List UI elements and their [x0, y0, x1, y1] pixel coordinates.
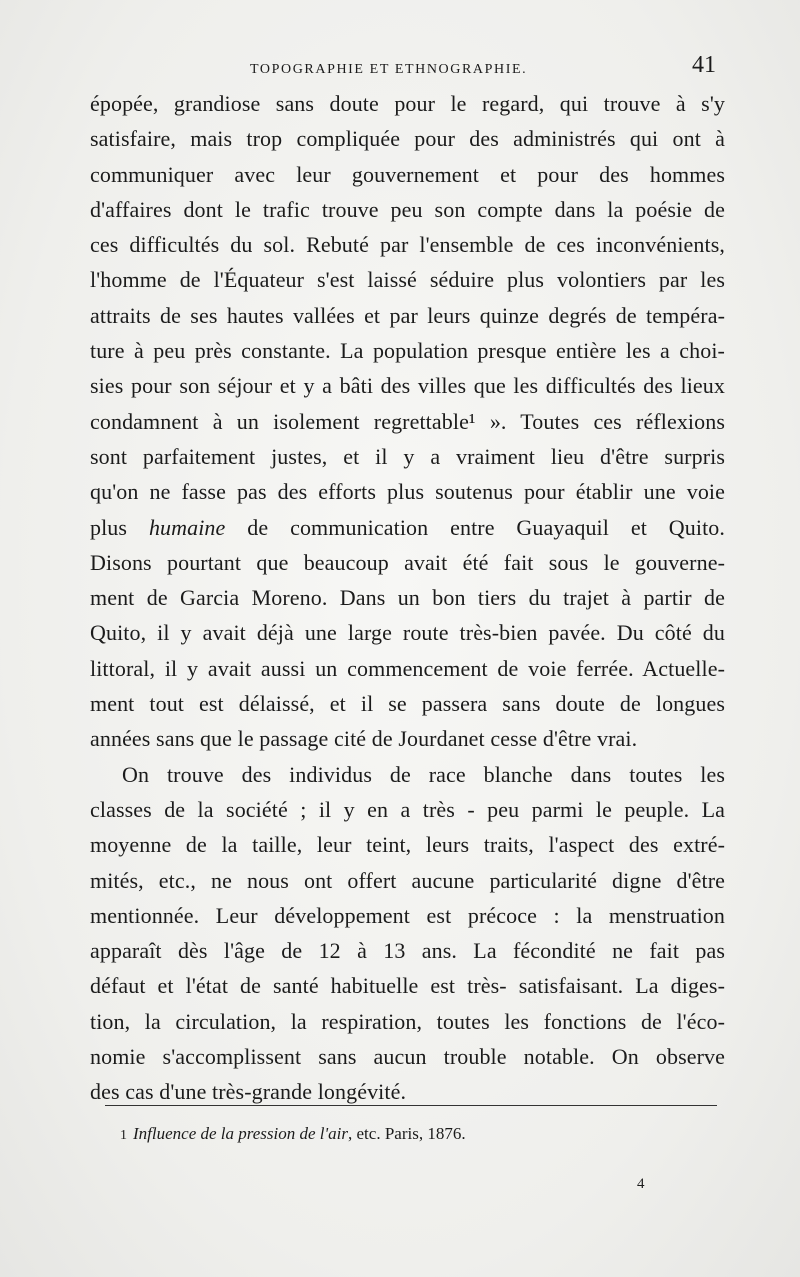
text-line: satisfaire, mais trop compliquée pour des administrés qui ont à	[90, 126, 725, 152]
page-number: 41	[692, 52, 716, 78]
text-line: qu'on ne fasse pas des efforts plus soutenus pour établir une voie	[90, 479, 725, 505]
signature-mark: 4	[637, 1176, 645, 1192]
text-line: condamnent à un isolement regrettable¹ ». Toutes ces réflexions	[90, 408, 725, 434]
text-line: tion, la circulation, la respiration, toutes les fonctions de l'éco-	[90, 1008, 725, 1034]
footnote	[120, 1124, 466, 1144]
text-line: ment tout est délaissé, et il se passera sans doute de longues	[90, 691, 725, 717]
text-line: mités, etc., ne nous ont offert aucune particularité digne d'être	[90, 867, 725, 893]
text-line: des cas d'une très-grande longévité.	[90, 1079, 407, 1105]
text-line: ment de Garcia Moreno. Dans un bon tiers du trajet à partir de	[90, 585, 725, 611]
footnote-rest: , etc. Paris, 1876.	[348, 1124, 466, 1143]
text-line: nomie s'accomplissent sans aucun trouble notable. On observe	[90, 1044, 725, 1070]
text-line: Quito, il y avait déjà une large route très-bien pavée. Du côté du	[90, 620, 725, 646]
text-line: ces difficultés du sol. Rebuté par l'ensemble de ces inconvénients,	[90, 232, 725, 258]
footnote-marker: 1	[120, 1128, 127, 1143]
text-line: littoral, il y avait aussi un commencement de voie ferrée. Actuelle-	[90, 655, 725, 681]
text-line: années sans que le passage cité de Jourdanet cesse d'être vrai.	[90, 726, 638, 752]
footnote-title: Influence de la pression de l'air	[133, 1124, 348, 1143]
text-line: plus humaine de communication entre Guayaquil et Quito.	[90, 514, 725, 540]
body-text	[90, 86, 725, 1110]
text-line: Disons pourtant que beaucoup avait été fait sous le gouverne-	[90, 549, 725, 575]
running-head	[90, 52, 730, 84]
running-title: TOPOGRAPHIE ET ETHNOGRAPHIE.	[250, 62, 528, 77]
text-line: épopée, grandiose sans doute pour le regard, qui trouve à s'y	[90, 91, 725, 116]
footnote-rule	[105, 1105, 717, 1106]
text-line: attraits de ses hautes vallées et par leurs quinze degrés de tempéra-	[90, 302, 725, 328]
text-line: sies pour son séjour et y a bâti des villes que les difficultés des lieux	[90, 373, 725, 399]
text-line: communiquer avec leur gouvernement et pour des hommes	[90, 161, 725, 187]
text-line: défaut et l'état de santé habituelle est très- satisfaisant. La diges-	[90, 973, 725, 999]
text-line: mentionnée. Leur développement est précoce : la menstruation	[90, 902, 725, 928]
emphasized-word: humaine	[148, 514, 226, 540]
text-line: sont parfaitement justes, et il y a vraiment lieu d'être surpris	[90, 443, 725, 469]
text-line: l'homme de l'Équateur s'est laissé séduire plus volontiers par les	[90, 267, 725, 293]
text-line: On trouve des individus de race blanche dans toutes les	[122, 761, 725, 787]
text-line: moyenne de la taille, leur teint, leurs traits, l'aspect des extré-	[90, 832, 725, 858]
text-line: d'affaires dont le trafic trouve peu son compte dans la poésie de	[90, 196, 725, 222]
text-line: apparaît dès l'âge de 12 à 13 ans. La fécondité ne fait pas	[90, 938, 725, 964]
text-line: ture à peu près constante. La population presque entière les a choi-	[90, 338, 725, 364]
text-line: classes de la société ; il y en a très - peu parmi le peuple. La	[90, 796, 725, 822]
